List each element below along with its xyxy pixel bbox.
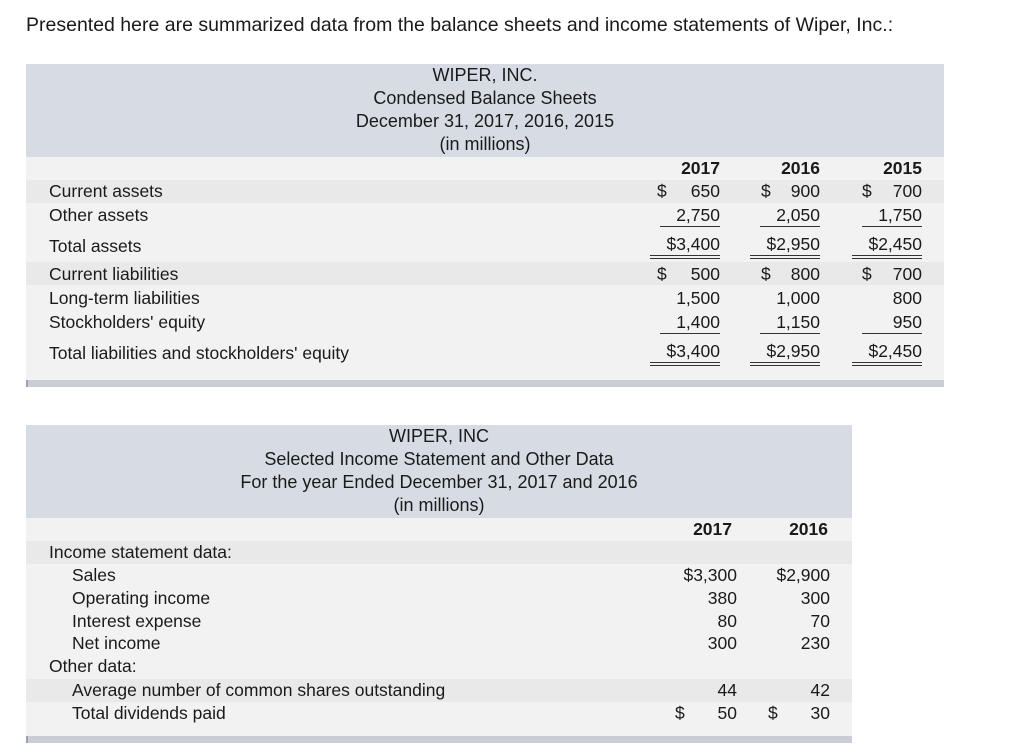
year-header: 2017 (681, 158, 720, 178)
currency-sign: $ (657, 264, 667, 284)
currency-sign: $ (761, 264, 771, 284)
currency-sign: $ (862, 181, 872, 201)
section-label: Other data: (49, 656, 137, 676)
row-label: Operating income (72, 588, 211, 608)
cell-value: 800 (892, 288, 922, 308)
year-header: 2017 (693, 519, 732, 539)
cell-value: 700 (892, 181, 922, 201)
row-label: Average number of common shares outstanding (72, 680, 446, 700)
row-label: Long-term liabilities (49, 288, 200, 308)
cell-value: $2,950 (750, 341, 820, 366)
cell-value: 2,750 (660, 205, 720, 227)
cell-value: 230 (800, 633, 830, 653)
cell-value: 80 (717, 611, 737, 631)
cell-value: 800 (790, 264, 820, 284)
company-name: WIPER, INC (388, 426, 489, 446)
row-label: Sales (72, 565, 116, 585)
row-label: Total liabilities and stockholders' equity (49, 343, 350, 363)
income-statement-title (209, 425, 669, 517)
cell-value: $3,400 (650, 341, 720, 366)
row-label: Interest expense (72, 611, 202, 631)
balance-sheet-footer-bar (26, 380, 944, 387)
cell-value: $3,300 (683, 565, 737, 585)
cell-value: 50 (717, 703, 737, 723)
cell-value: 44 (717, 680, 737, 700)
cell-value: 1,400 (660, 312, 720, 334)
cell-value: $3,400 (650, 234, 720, 259)
statement-dates: December 31, 2017, 2016, 2015 (355, 111, 615, 131)
cell-value: 2,050 (760, 205, 820, 227)
cell-value: $2,900 (776, 565, 830, 585)
statement-units: (in millions) (439, 134, 531, 154)
cell-value: 1,500 (676, 288, 720, 308)
year-header: 2015 (883, 158, 922, 178)
cell-value: $2,450 (852, 341, 922, 366)
cell-value: 42 (810, 680, 830, 700)
statement-name: Condensed Balance Sheets (373, 88, 597, 108)
income-statement-footer-bar (26, 736, 852, 743)
row-label: Total assets (49, 236, 142, 256)
row-label: Stockholders' equity (49, 312, 206, 332)
currency-sign: $ (675, 703, 685, 723)
cell-value: $2,450 (852, 234, 922, 259)
balance-sheet-title (335, 64, 635, 156)
currency-sign: $ (768, 703, 778, 723)
cell-value: 70 (810, 611, 830, 631)
currency-sign: $ (657, 181, 667, 201)
cell-value: 950 (862, 312, 922, 334)
section-label: Income statement data: (49, 542, 232, 562)
cell-value: 300 (707, 633, 737, 653)
cell-value: $2,950 (750, 234, 820, 259)
intro-text: Presented here are summarized data from the balance sheets and income statements of Wiper, Inc.: (26, 14, 894, 36)
cell-value: 700 (892, 264, 922, 284)
statement-name: Selected Income Statement and Other Data (264, 449, 614, 469)
row-label: Current liabilities (49, 264, 179, 284)
cell-value: 30 (810, 703, 830, 723)
statement-dates: For the year Ended December 31, 2017 and 2016 (240, 472, 638, 492)
currency-sign: $ (761, 181, 771, 201)
statement-units: (in millions) (393, 495, 485, 515)
cell-value: 500 (690, 264, 720, 284)
company-name: WIPER, INC. (432, 65, 538, 85)
cell-value: 1,750 (862, 205, 922, 227)
cell-value: 1,150 (760, 312, 820, 334)
year-header: 2016 (789, 519, 828, 539)
cell-value: 650 (690, 181, 720, 201)
cell-value: 900 (790, 181, 820, 201)
row-label: Net income (72, 633, 161, 653)
cell-value: 380 (707, 588, 737, 608)
cell-value: 300 (800, 588, 830, 608)
cell-value: 1,000 (776, 288, 820, 308)
year-header: 2016 (781, 158, 820, 178)
currency-sign: $ (862, 264, 872, 284)
row-label: Other assets (49, 205, 149, 225)
row-label: Total dividends paid (72, 703, 226, 723)
row-label: Current assets (49, 181, 163, 201)
